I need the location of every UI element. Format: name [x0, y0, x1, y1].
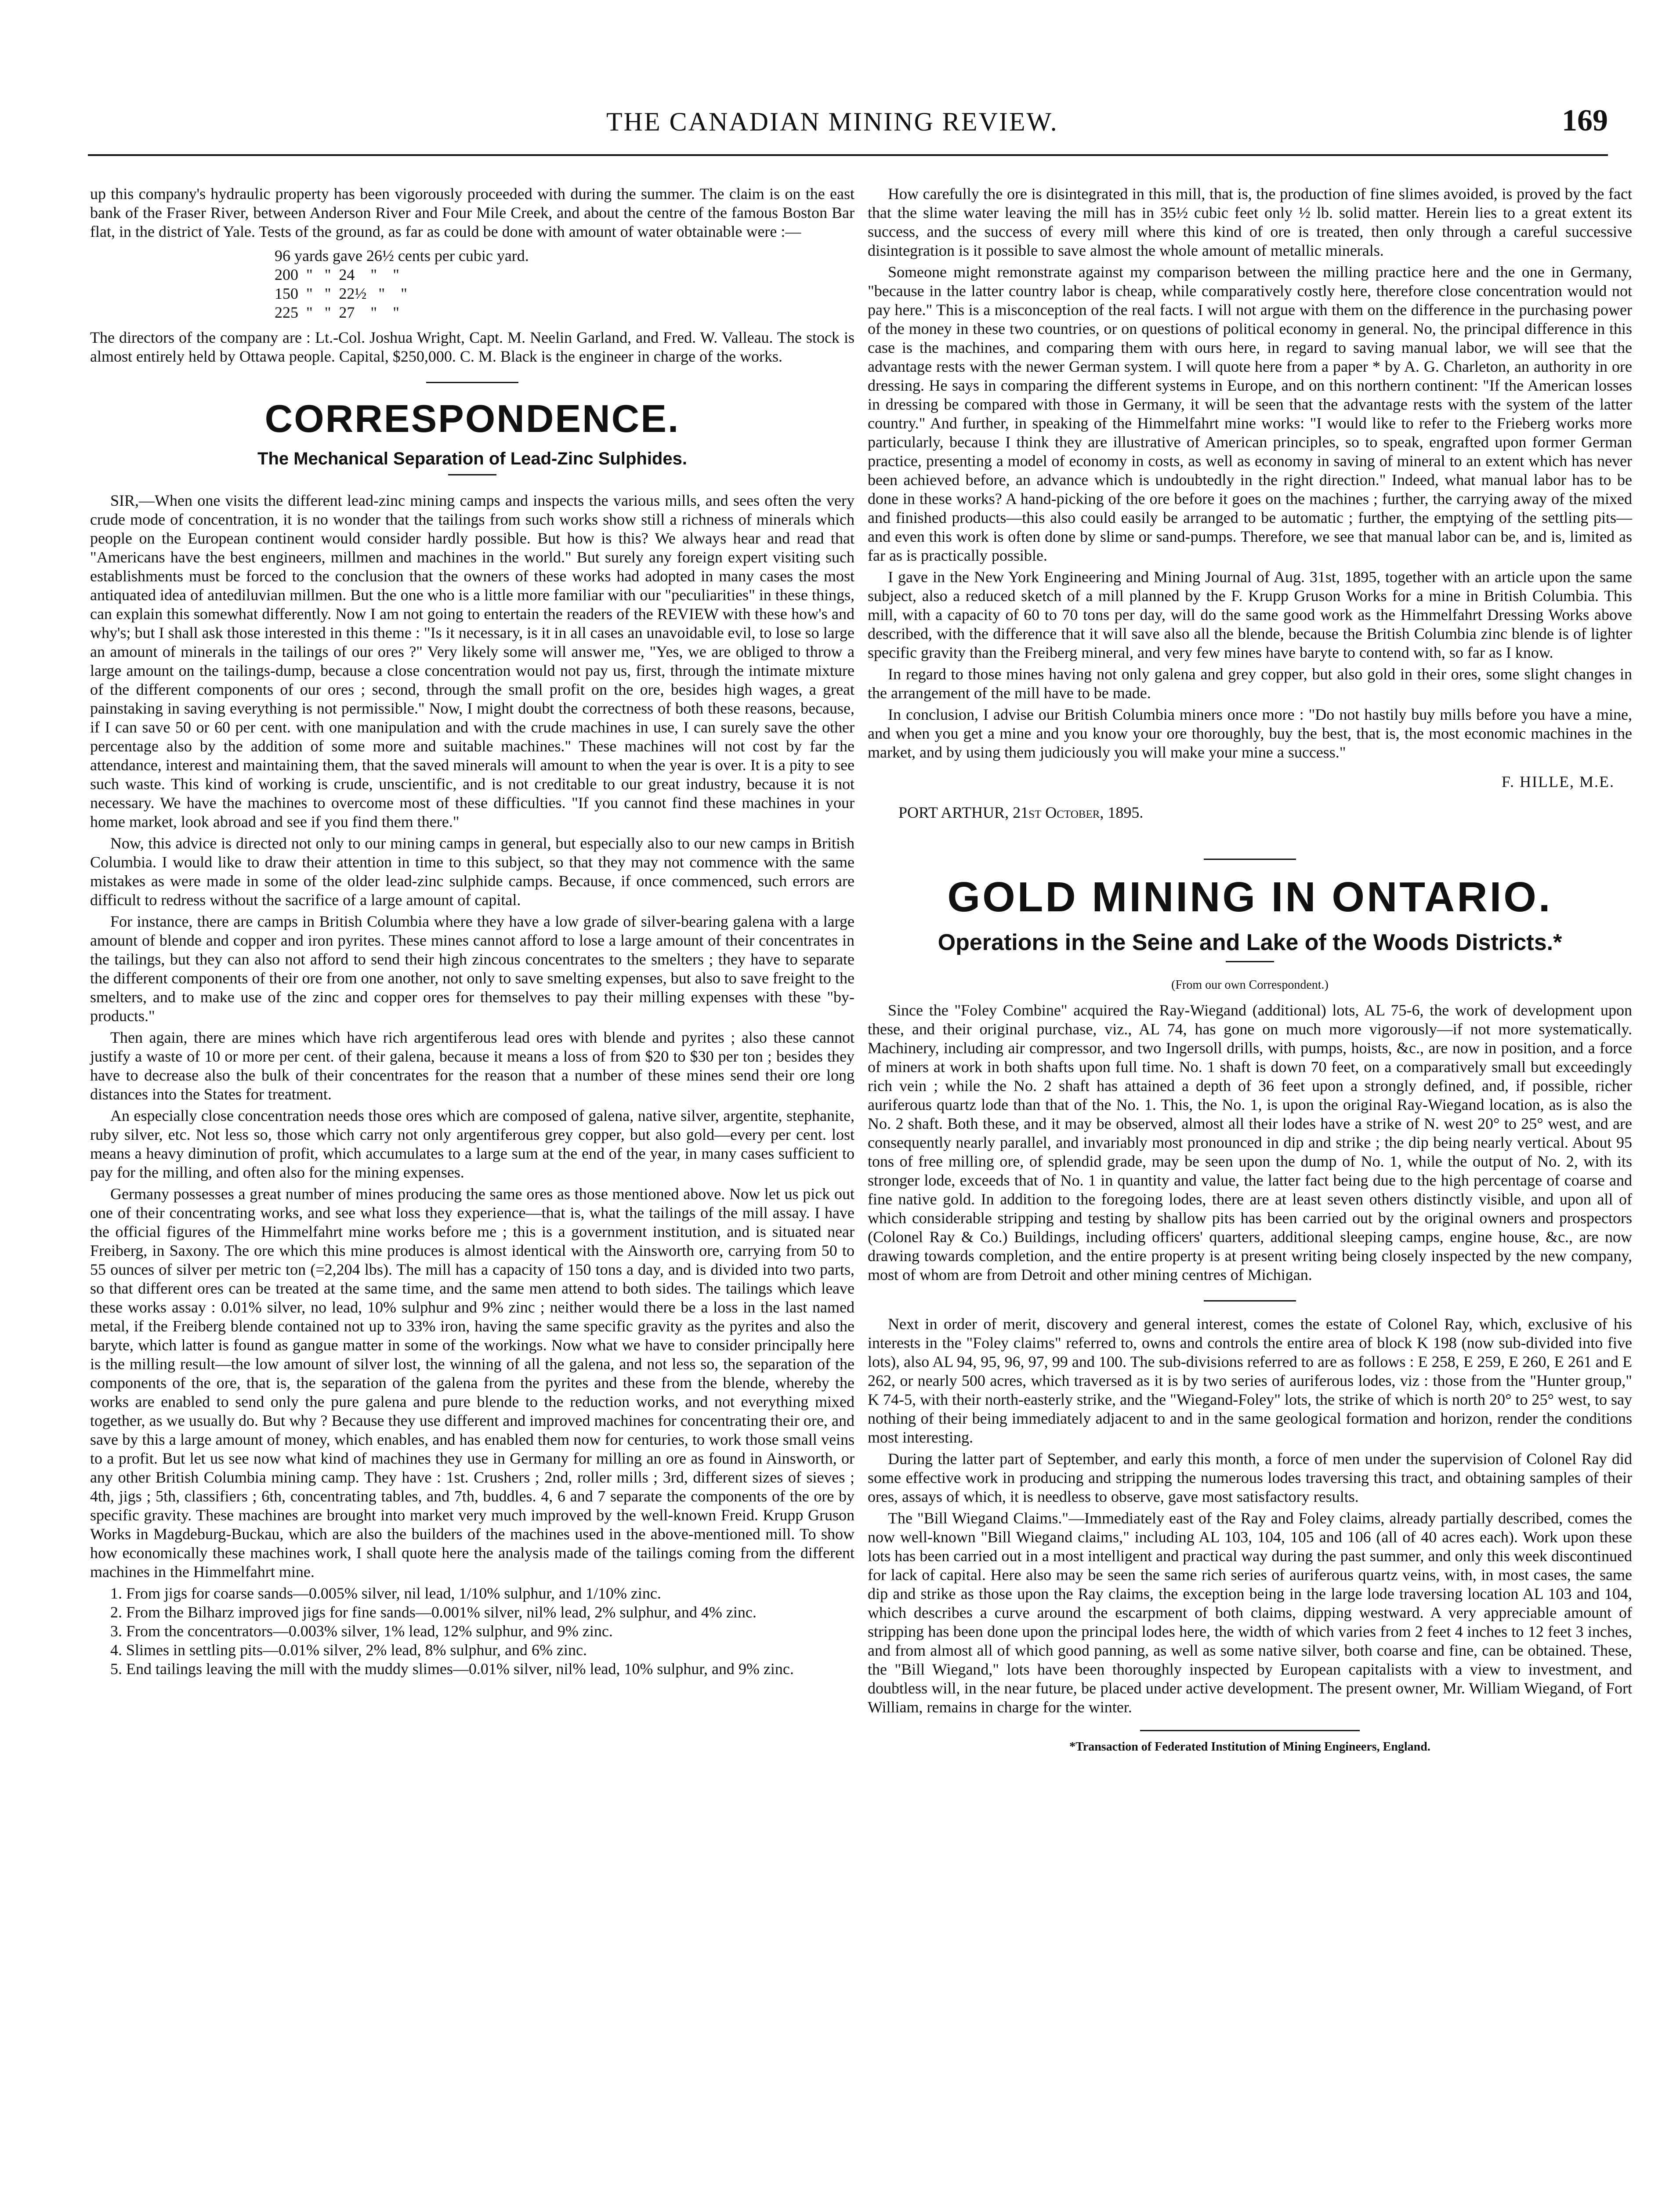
- page-number: 169: [1562, 104, 1608, 138]
- running-head: THE CANADIAN MINING REVIEW.: [606, 107, 1058, 136]
- body-paragraph: An especially close concentration needs those ores which are composed of galena, native silver, argentite, stephanite, ruby silver, etc. Not less so, those which carry not only argentiferous grey copper, but also gold—every per cent. lost means a heavy diminution of profit, which accumulates to a large sum at the end of the year, in many cases sufficient to pay for the milling, and often also for the mining expenses.: [90, 1107, 854, 1181]
- left-column: [90, 185, 854, 1679]
- directors-paragraph: The directors of the company are : Lt.-Col. Joshua Wright, Capt. M. Neelin Garland, and Fred. W. Valleau. The stock is almost entirely held by Ottawa people. Capital, $250,000. C. M. Black is the engineer in charge of the works.: [90, 329, 854, 365]
- footnote: *Transaction of Federated Institution of Mining Engineers, England.: [1069, 1740, 1430, 1754]
- analysis-item: 1. From jigs for coarse sands—0.005% silver, nil lead, 1/10% sulphur, and 1/10% zinc.: [110, 1584, 661, 1602]
- body-paragraph: In conclusion, I advise our British Columbia miners once more : "Do not hastily buy mills before you have a mine, and when you get a mine and you know your ore thoroughly, buy the best, that is, the most economic machines in the market, and by using them judiciously you will make your mine a success.": [868, 706, 1632, 761]
- yardage-row: 200 " " 24 " ": [275, 266, 399, 283]
- section-divider: [1204, 1300, 1296, 1302]
- body-paragraph: Now, this advice is directed not only to our mining camps in general, but especially also to our new camps in British Columbia. I would like to draw their attention in time to this subject, so that they may not commence with the same mistakes as were made in some of the older lead-zinc sulphide camps. Because, if once commenced, such errors are difficult to redress without the sacrifice of a large amount of capital.: [90, 834, 854, 909]
- body-paragraph: Since the "Foley Combine" acquired the Ray-Wiegand (additional) lots, AL 75-6, the work of development upon these, and their original purchase, viz., AL 74, has gone on much more vigorously—if not more systematically. Machinery, including air compressor, and two Ingersoll drills, with pumps, hoists, &c., are now in position, and a force of miners at work in both shafts upon full time. No. 1 shaft is down 70 feet, on a comparatively small but exceedingly rich vein ; while the No. 2 shaft has attained a depth of 36 feet upon a strongly defined, and, if possible, richer auriferous quartz lode than that of the No. 1. This, the No. 1, is upon the original Ray-Wiegand location, as is also the No. 2 shaft. Both these, and it may be observed, almost all their lodes have a strike of N. west 20° to 25° west, and are consequently nearly parallel, and invariably most pronounced in dip and strike ; the dip being nearly vertical. About 95 tons of free milling ore, of splendid grade, may be seen upon the dump of No. 1, while the output of No. 2, with its stronger lode, exceeds that of No. 1 in quantity and value, the latter fact being due to the high percentage of coarse and fine native gold. In addition to the foregoing lodes, there are at least seven others distinctly visible, and upon all of which considerable stripping and testing by shallow pits has been carried out by the original owners and prospectors (Colonel Ray & Co.) Buildings, including officers' quarters, additional sleeping camps, engine house, &c., are now drawing towards completion, and the entire property is at present writing being closely inspected by the new company, most of whom are from Detroit and other mining centres of Michigan.: [868, 1001, 1632, 1283]
- yardage-table: [275, 247, 854, 322]
- body-paragraph: SIR,—When one visits the different lead-zinc mining camps and inspects the various mills, and sees often the very crude mode of concentration, it is no wonder that the tailings from such works show still a richness of minerals which people on the European continent would consider hardly possible. But how is this? We always hear and read that "Americans have the best engineers, millmen and machines in the world." But surely any foreign expert visiting such establishments must be forced to the conclusion that the owners of these works had adopted in many cases the most antiquated idea of antediluvian millmen. But the one who is a little more familiar with our "peculiarities" in these things, can explain this somewhat differently. Now I am not going to entertain the readers of the REVIEW with these how's and why's; but I shall ask those interested in this theme : "Is it necessary, is it in all cases an unavoidable evil, to lose so large an amount of minerals in the tailings of our ores ?" Very likely some will answer me, "Yes, we are obliged to throw a large amount on the tailings-dump, because a close concentration would not pay us, first, through the intimate mixture of the different components of our ores ; second, through the small profit on the ore, besides high wages, a great painstaking in saving everything is not permissible." Now, I might doubt the correctness of both these reasons, because, if I can save 50 or 60 per cent. with one manipulation and with the crude machines in use, I can surely save the other percentage also by the addition of some more and suitable machines." These machines will not cost by far the attendance, interest and maintaining them, that the saved minerals will amount to when the year is over. It is a pity to see such waste. This kind of working is crude, unscientific, and is not creditable to our great industry, because it is not necessary. We have the machines to overcome most of these difficulties. "If you cannot find these machines in your home market, look abroad and see if you find them there.": [90, 492, 854, 830]
- analysis-item: 2. From the Bilharz improved jigs for fine sands—0.001% silver, nil% lead, 2% sulphur, and 4% zinc.: [110, 1603, 757, 1621]
- subheading-rule: [448, 474, 496, 475]
- intro-paragraph: up this company's hydraulic property has been vigorously proceeded with during the summer. The claim is on the east bank of the Fraser River, between Anderson River and Four Mile Creek, and about the centre of the famous Boston Bar flat, in the district of Yale. Tests of the ground, as far as could be done with amount of water obtainable were :—: [90, 185, 854, 240]
- right-column: [868, 185, 1632, 1754]
- yardage-row: 96 yards gave 26½ cents per cubic yard.: [275, 247, 529, 265]
- body-paragraph: Next in order of merit, discovery and general interest, comes the estate of Colonel Ray, which, exclusive of his interests in the "Foley claims" referred to, owns and controls the entire area of block K 198 (now sub-divided into five lots), also AL 94, 95, 96, 97, 99 and 100. The sub-divisions referred to are as follows : E 258, E 259, E 260, E 261 and E 262, or nearly 500 acres, which traversed as it is by two series of auriferous lodes, viz : those from the "Hunter group," K 74-5, with their north-easterly strike, and the "Wiegand-Foley" lots, the strike of which is north 20° to 25° west, to say nothing of their being immediately adjacent to and in the same geological formation and horizon, render the conditions most interesting.: [868, 1315, 1632, 1446]
- analysis-item: 4. Slimes in settling pits—0.01% silver, 2% lead, 8% sulphur, and 6% zinc.: [110, 1641, 587, 1659]
- letter-signoff: [868, 772, 1632, 843]
- body-paragraph: I gave in the New York Engineering and Mining Journal of Aug. 31st, 1895, together with an article upon the same subject, also a reduced sketch of a mill planned by the F. Krupp Gruson Works for a mine in British Columbia. This mill, with a capacity of 60 to 70 tons per day, will do the same good work as the Himmelfahrt Dressing Works above described, with the difference that it will save also all the blende, because the British Columbia zinc blende is of lighter specific gravity than the Freiberg mineral, and very few mines have baryte to contend with, so far as I know.: [868, 568, 1632, 661]
- correspondence-subheading: The Mechanical Separation of Lead-Zinc Sulphides.: [257, 449, 687, 468]
- gold-mining-subheading: Operations in the Seine and Lake of the Woods Districts.*: [938, 930, 1562, 955]
- gold-mining-heading: GOLD MINING IN ONTARIO.: [947, 874, 1553, 921]
- body-paragraph: Someone might remonstrate against my comparison between the milling practice here and the one in Germany, "because in the latter country labor is cheap, while comparatively costly here, therefore close concentration would not pay here." This is a misconception of the real facts. I will not argue with them on the difference in the purchasing power of the money in these two countries, or on questions of political economy in general. No, the principal difference in this case is the machines, and comparing them with ours here, in regard to saving manual labor, we will see that the advantage rests with the newer German system. I will quote here from a paper * by A. G. Charleton, an authority in ore dressing. He says in comparing the different systems in Europe, and on this northern continent: "If the American losses in dressing be compared with those in Germany, it will be seen that the advantage rests with the system of the latter country." And further, in speaking of the Himmelfahrt mine works: "I would like to refer to the Frieberg works more particularly, because I think they are illustrative of American principles, so to speak, engrafted upon former German practice, presenting a model of economy in costs, as well as economy in saving of mineral to an extent which has never been achieved before, an advance which is undoubtedly in the right direction." Indeed, what manual labor has to be done in these works? A hand-picking of the ore before it goes on the machines ; further, the carrying away of the mixed and finished products—this also could easily be arranged to be automatic ; further, the emptying of the settling pits—and even this work is often done by slime or sand-pumps. Therefore, we see that manual labor can be, and is, limited as far as is practically possible.: [868, 263, 1632, 564]
- correspondent-note: (From our own Correspondent.): [1171, 978, 1329, 992]
- correspondence-heading: CORRESPONDENCE.: [264, 397, 680, 440]
- body-paragraph: How carefully the ore is disintegrated in this mill, that is, the production of fine slimes avoided, is proved by the fact that the slime water leaving the mill has in 35½ cubic feet only ½ lb. solid matter. Herein lies to a great extent its success, and the success of every mill where this kind of ore is treated, then only through a careful successive disintegration is it possible to save almost the whole amount of metallic minerals.: [868, 185, 1632, 259]
- body-paragraph: Then again, there are mines which have rich argentiferous lead ores with blende and pyrites ; also these cannot justify a waste of 10 or more per cent. of their galena, because it means a loss of from $20 to $30 per ton ; besides they have to decrease also the bulk of their concentrates for the reason that a number of these mines send their ore long distances into the States for treatment.: [90, 1029, 854, 1103]
- subheading-rule: [1226, 961, 1274, 962]
- body-paragraph: The "Bill Wiegand Claims."—Immediately east of the Ray and Foley claims, already partially described, comes the now well-known "Bill Wiegand claims," including AL 103, 104, 105 and 106 (all of 40 acres each). Work upon these lots has been carried out in a most intelligent and practical way during the past summer, and only this week discontinued for lack of capital. Here also may be seen the same rich series of auriferous quartz veins, with, in most cases, the same dip and strike as those upon the Ray claims, the exception being in the large lode traversing location AL 103 and 104, which describes a curve around the escarpment of both claims, dipping westward. A very appreciable amount of stripping has been done upon the principal lodes here, the width of which varies from 2 feet 4 inches to 12 feet 3 inches, and from almost all of which good panning, as well as some native silver, both coarse and fine, can be obtained. These, the "Bill Wiegand," lots have been thoroughly inspected by European capitalists with a view to investment, and doubtless will, in the near future, be placed under active development. The present owner, Mr. William Wiegand, of Fort William, remains in charge for the winter.: [868, 1509, 1632, 1716]
- yardage-row: 150 " " 22½ " ": [275, 285, 407, 302]
- body-paragraph: During the latter part of September, and early this month, a force of men under the supervision of Colonel Ray did some effective work in producing and stripping the numerous lodes traversing this tract, and obtaining samples of their ores, assays of which, it is needless to observe, gave most satisfactory results.: [868, 1450, 1632, 1505]
- analysis-item: 5. End tailings leaving the mill with the muddy slimes—0.01% silver, nil% lead, 10% sulphur, and 9% zinc.: [110, 1660, 794, 1678]
- yardage-row: 225 " " 27 " ": [275, 304, 399, 321]
- dateline: PORT ARTHUR, 21st October, 1895.: [898, 804, 1144, 821]
- author-signature: F. HILLE, M.E.: [1501, 773, 1615, 790]
- page-header: [88, 77, 1608, 138]
- footnote-rule: [1140, 1730, 1360, 1731]
- analysis-item: 3. From the concentrators—0.003% silver, 1% lead, 12% sulphur, and 9% zinc.: [110, 1622, 613, 1640]
- body-paragraph: In regard to those mines having not only galena and grey copper, but also gold in their ores, some slight changes in the arrangement of the mill have to be made.: [868, 665, 1632, 702]
- header-rule: [88, 154, 1608, 156]
- body-paragraph: Germany possesses a great number of mines producing the same ores as those mentioned above. Now let us pick out one of their concentrating works, and see what loss they experience—that is, what the tailings of the mill assay. I have the official figures of the Himmelfahrt mine works before me ; this is a government institution, and is situated near Freiberg, in Saxony. The ore which this mine produces is almost identical with the Ainsworth ore, carrying from 50 to 55 ounces of silver per metric ton (=2,204 lbs). The mill has a capacity of 150 tons a day, and is divided into two parts, so that different ores can be treated at the same time, and the same men attend to both sides. The tailings which leave these works assay : 0.01% silver, no lead, 10% sulphur and 9% zinc ; neither would there be a loss in the last named metal, if the Freiberg blende contained not up to 33% iron, having the same specific gravity as the pyrites and also the baryte, which latter is found as gangue matter in some of the workings. Now what we have to consider principally here is the milling result—the low amount of silver lost, the winning of all the galena, and not less so, the separation of the components of the ore, that is, the separation of the galena from the pyrites and these from the blende, whereby the works are enabled to send only the pure galena and pure blende to the reduction works, and not everything mixed together, as we usually do. But why ? Because they use different and improved machines for concentrating their ore, and save by this a large amount of money, which enables, and has enabled them now for centuries, to work those small veins to a profit. But let us see now what kind of machines they use in Germany for milling an ore as found in Ainsworth, or any other British Columbia mining camp. They have : 1st. Crushers ; 2nd, roller mills ; 3rd, different sizes of sieves ; 4th, jigs ; 5th, classifiers ; 6th, concentrating tables, and 7th, buddles. 4, 6 and 7 separate the components of the ore by specific gravity. These machines are brought into market very much improved by the well-known Freid. Krupp Gruson Works in Magdeburg-Buckau, which are also the builders of the machines used in the above-mentioned mill. To show how economically these machines work, I shall quote here the analysis made of the tailings coming from the different machines in the Himmelfahrt mine.: [90, 1185, 854, 1581]
- section-divider: [1204, 859, 1296, 860]
- section-divider: [426, 382, 518, 383]
- body-paragraph: For instance, there are camps in British Columbia where they have a low grade of silver-bearing galena with a large amount of blende and copper and iron pyrites. These mines cannot afford to lose a large amount of their concentrates in the tailings, but they can also not afford to send their high zincous concentrates to the smelters ; they have to separate the different components of their ore from one another, not only to save smelting expenses, but also to save freight to the smelters, and to make use of the zinc and copper ores for themselves to pay their milling expenses with these "by-products.": [90, 913, 854, 1025]
